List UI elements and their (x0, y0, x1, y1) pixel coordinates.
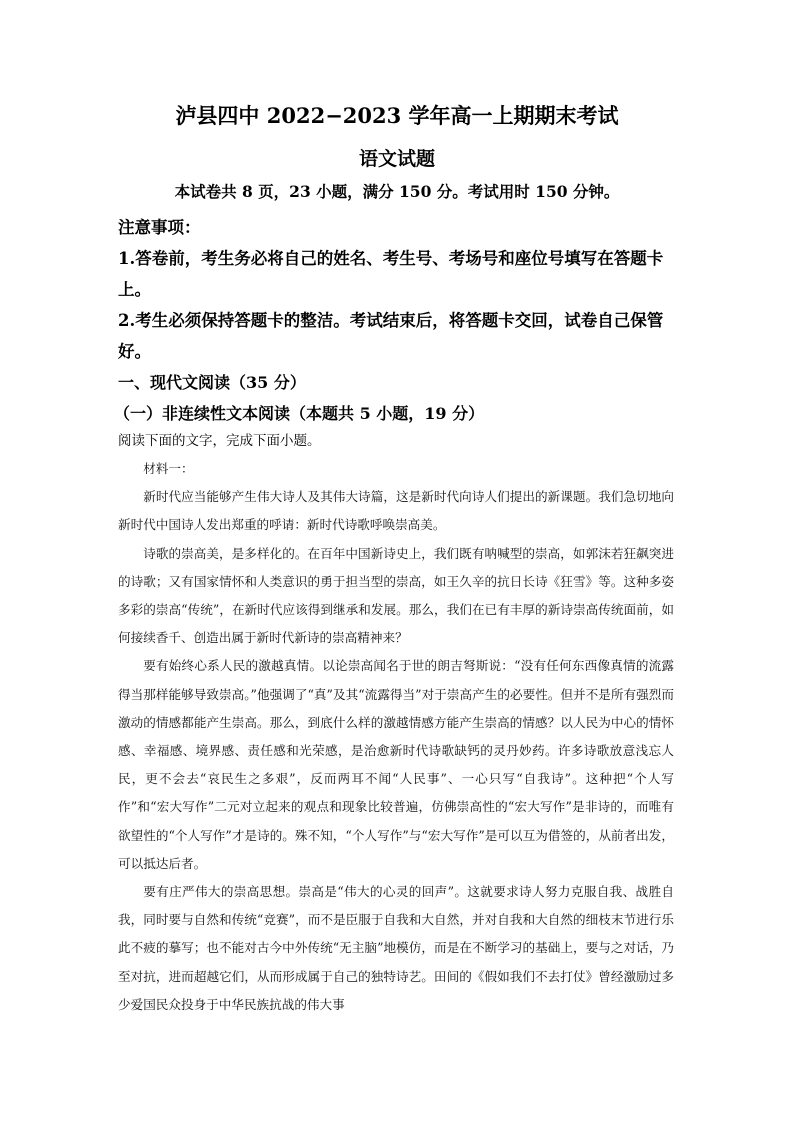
paragraph-1: 新时代应当能够产生伟大诗人及其伟大诗篇，这是新时代向诗人们提出的新课题。我们急切地向新时代中国诗人发出郑重的呼请：新时代诗歌呼唤崇高美。 (118, 489, 674, 533)
material-label: 材料一： (143, 461, 194, 476)
paragraph-2: 诗歌的崇高美，是多样化的。在百年中国新诗史上，我们既有呐喊型的崇高，如郭沫若狂飙突进的诗歌；又有国家情怀和人类意识的勇于担当型的崇高，如王久辛的抗日长诗《狂雪》等。这种多姿多彩的崇高“传统”，在新时代应该得到继承和发展。那么，我们在已有丰厚的新诗崇高传统面前，如何接续香千、创造出属于新时代新诗的崇高精神来？ (118, 545, 674, 646)
exam-title: 泸县四中 2022−2023 学年高一上期期末考试 (175, 103, 619, 128)
paragraph-3: 要有始终心系人民的激越真情。以论崇高闻名于世的朗吉弩斯说：“没有任何东西像真情的流露得当那样能够导致崇高。”他强调了“真”及其“流露得当”对于崇高产生的必要性。但并不是所有强烈而激动的情感都能产生崇高。那么，到底什么样的激越情感方能产生崇高的情感？以人民为中心的情怀感、幸福感、境界感、责任感和光荣感，是治愈新时代诗歌缺钙的灵丹妙药。许多诗歌放意浅忘人民，更不会去“哀民生之多艰”，反而两耳不闻“人民事”、一心只写“自我诗”。这种把“个人写作”和“宏大写作”二元对立起来的观点和现象比较普遍，仿佛崇高性的“宏大写作”是非诗的，而唯有欲望性的“个人写作”才是诗的。殊不知，“个人写作”与“宏大写作”是可以互为借签的，从前者出发，可以抵达后者。 (118, 658, 674, 871)
section-subheading: （一）非连续性文本阅读（本题共 5 小题，19 分） (114, 404, 485, 423)
notes-section (114, 212, 678, 429)
exam-meta: 本试卷共 8 页，23 小题，满分 150 分。考试用时 150 分钟。 (174, 182, 620, 201)
notes-item-1: 1.答卷前，考生务必将自己的姓名、考生号、考场号和座位号填写在答题卡上。 (118, 249, 664, 299)
material-body (118, 455, 674, 1019)
notes-heading: 注意事项： (118, 218, 201, 237)
paragraph-4: 要有庄严伟大的崇高思想。崇高是“伟大的心灵的回声”。这就要求诗人努力克服自我、战胜自我，同时要与自然和传统“竞赛”，而不是臣服于自我和大自然，并对自我和大自然的细枝末节进行乐此不疲的摹写；也不能对古今中外传统“无主脑”地模仿，而是在不断学习的基础上，要与之对话，乃至对抗，进而超越它们，从而形成属于自己的独特诗艺。田间的《假如我们不去打仗》曾经激励过多少爱国民众投身于中华民族抗战的伟大事 (118, 884, 674, 1012)
subject-title: 语文试题 (358, 148, 435, 170)
reading-instruction: 阅读下面的文字，完成下面小题。 (118, 433, 321, 449)
section-heading: 一、现代文阅读（35 分） (118, 373, 306, 392)
notes-item-2: 2.考生必须保持答题卡的整洁。考试结束后，将答题卡交回，试卷自己保管好。 (118, 311, 664, 361)
